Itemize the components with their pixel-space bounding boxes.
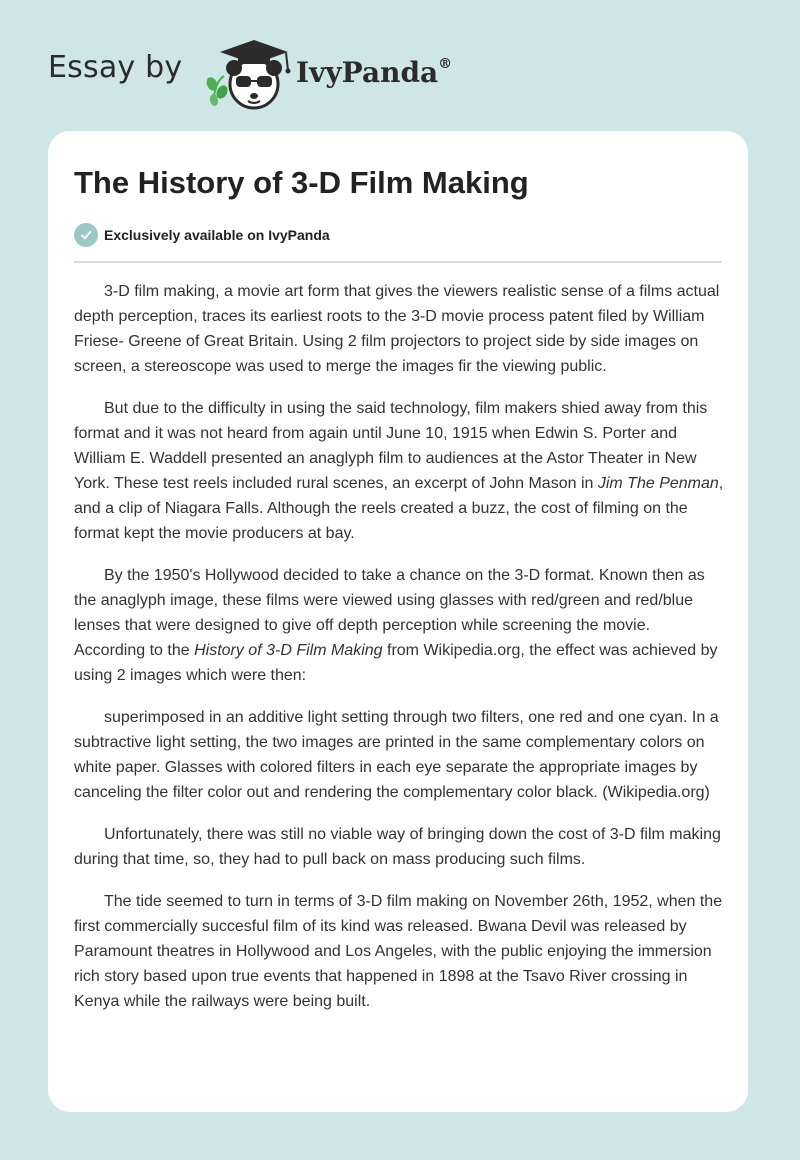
brand-text: IvyPanda bbox=[296, 56, 439, 89]
paragraph-3-text-a: By the 1950's Hollywood decided to take a chance on the 3-D format. Known then as the anaglyph image, these films were viewed using glasses with red/green and red/blue lenses that were designed to give off depth perception while screening the movie. According to the bbox=[74, 567, 705, 659]
paragraph-1: 3-D film making, a movie art form that gives the viewers realistic sense of a films actual depth perception, traces its earliest roots to the 3-D movie process patent filed by William Friese- Greene of Great Britain. Using 2 film projectors to project side by side images on screen, a stereoscope was used to merge the images fir the viewing public. bbox=[74, 283, 720, 375]
essay-card bbox=[48, 131, 748, 1112]
essay-title: The History of 3-D Film Making bbox=[74, 165, 529, 200]
exclusive-badge bbox=[74, 223, 330, 247]
brand-name bbox=[296, 56, 452, 89]
check-icon bbox=[74, 223, 98, 247]
paragraph-6: The tide seemed to turn in terms of 3-D film making on November 26th, 1952, when the first commercially succesful film of its kind was released. Bwana Devil was released by Paramount theatres in Hollywood and Los Angeles, with the public enjoying the immersion rich story based upon true events that happened in 1898 at the Tsavo River crossing in Kenya while the railways were being built. bbox=[74, 893, 723, 1010]
paragraph-3-italic: History of 3-D Film Making bbox=[194, 642, 383, 659]
paragraph-2-text-b: , and a clip of Niagara Falls. Although the reels created a buzz, the cost of filming on the format kept the movie producers at bay. bbox=[74, 475, 724, 542]
paragraph-2-text-a: But due to the difficulty in using the said technology, film makers shied away from this format and it was not heard from again until June 10, 1915 when Edwin S. Porter and William E. Waddell presented an anaglyph film to audiences at the Astor Theater in New York. These test reels included rural scenes, an excerpt of John Mason in bbox=[74, 400, 708, 492]
registered-mark: ® bbox=[438, 56, 453, 72]
paragraph-3 bbox=[74, 563, 724, 688]
paragraph-5: Unfortunately, there was still no viable way of bringing down the cost of 3-D film making during that time, so, they had to pull back on mass producing such films. bbox=[74, 826, 721, 868]
paragraph-2-italic: Jim The Penman bbox=[597, 475, 719, 492]
paragraph-2 bbox=[74, 396, 724, 546]
essay-body bbox=[74, 279, 724, 1031]
paragraph-3-text-b: from Wikipedia.org, the effect was achieved by using 2 images which were then: bbox=[74, 642, 718, 684]
essay-by-label: Essay by bbox=[48, 50, 183, 85]
panda-logo-icon bbox=[202, 36, 302, 110]
block-quote: superimposed in an additive light setting through two filters, one red and one cyan. In a subtractive light setting, the two images are printed in the same complementary colors on white paper. Glasses with colored filters in each eye separate the appropriate images by canceling the filter color out and rendering the complementary color black. (Wikipedia.org) bbox=[74, 709, 719, 801]
exclusive-badge-text: Exclusively available on IvyPanda bbox=[104, 227, 330, 243]
site-header bbox=[48, 36, 752, 116]
title-divider bbox=[74, 261, 722, 263]
